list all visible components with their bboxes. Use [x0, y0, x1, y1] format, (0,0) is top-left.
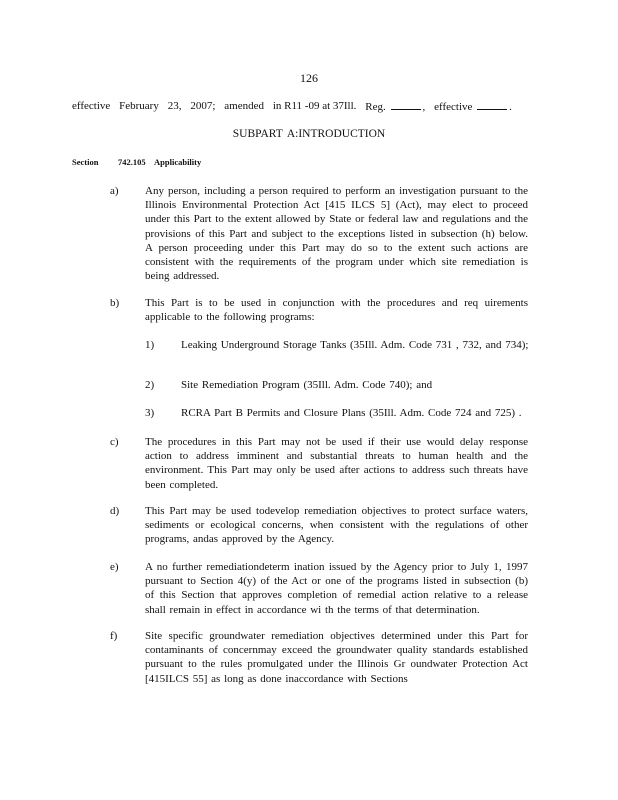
subitem-marker: 2)	[145, 379, 155, 391]
subitem-text: Site Remediation Program (35Ill. Adm. Code 740); and	[181, 379, 433, 391]
item-text: This Part is to be used in conjunction with the procedures and req uirements applicable to the following programs:	[145, 297, 528, 324]
item-text: A no further remediationdeterm ination issued by the Agency prior to July 1, 1997 pursuant to Section 4(y) of the Act or one of the programs listed in subsection (b) of this Section that approves completion of remedial action relative to a release shall remain in effect in accordance wi th the terms of that determination.	[145, 561, 528, 616]
reg-word: Reg.	[365, 101, 386, 113]
section-number: 742.105	[118, 157, 146, 167]
subpart-title: SUBPART A:INTRODUCTION	[232, 128, 386, 140]
subitem-marker: 1)	[145, 339, 155, 351]
item-text: The procedures in this Part may not be used if their use would delay response action to address imminent and substantial threats to human health and the environment. This Part may only be used after actions to address such threats have been completed.	[145, 436, 528, 491]
subitem-text: RCRA Part B Permits and Closure Plans (35Ill. Adm. Code 724 and 725) .	[181, 407, 522, 419]
subitem-text: Leaking Underground Storage Tanks (35Ill. Adm. Code 731 , 732, and 734);	[181, 339, 529, 351]
item-marker: f)	[110, 630, 118, 642]
effective-blank-group: effective .	[434, 101, 512, 113]
section-title: Applicability	[154, 157, 202, 167]
effective-line	[72, 100, 512, 113]
effective-year: 2007;	[190, 100, 216, 112]
item-marker: a)	[110, 185, 119, 197]
item-text: Site specific groundwater remediation objectives determined under this Part for contaminants of concernmay exceed the groundwater quality standards established pursuant to the rules promulgated under the Illinois Gr oundwater Protection Act [415ILCS 55] as long as done inaccordance with Sections	[145, 630, 528, 685]
section-label: Section	[72, 157, 99, 167]
effective-blank	[477, 100, 507, 110]
section-heading	[72, 157, 201, 167]
item-marker: c)	[110, 436, 119, 448]
effective-day: 23,	[167, 100, 182, 112]
effective-month: February	[119, 100, 159, 112]
item-marker: e)	[110, 561, 119, 573]
reg-blank	[391, 100, 421, 110]
effective-word-2: effective	[434, 101, 473, 113]
page-number: 126	[300, 71, 318, 85]
item-text: This Part may be used todevelop remediation objectives to protect surface waters, sediments or ecological concerns, when consistent with the regulations of other programs, andas approved by the Agency.	[145, 505, 528, 546]
subitem-marker: 3)	[145, 407, 155, 419]
reg-reference: Reg. ,	[365, 101, 426, 113]
amended-word: amended	[224, 100, 264, 112]
item-text: Any person, including a person required to perform an investigation pursuant to the Illinois Environmental Protection Act [415 ILCS 5] (Act), may elect to proceed under this Part to the extent allowed by State or federal law and regulations and the provisions of this Part and subject to the exceptions listed in subsection (h) below. A person proceeding under this Part may do so to the extent such actions are consistent with the requirements of the program under which site remediation is being addressed.	[145, 185, 528, 283]
effective-word: effective	[72, 100, 111, 112]
item-marker: d)	[110, 505, 120, 517]
item-marker: b)	[110, 297, 120, 309]
amended-reference: in R11 -09 at 37Ill.	[272, 100, 357, 112]
